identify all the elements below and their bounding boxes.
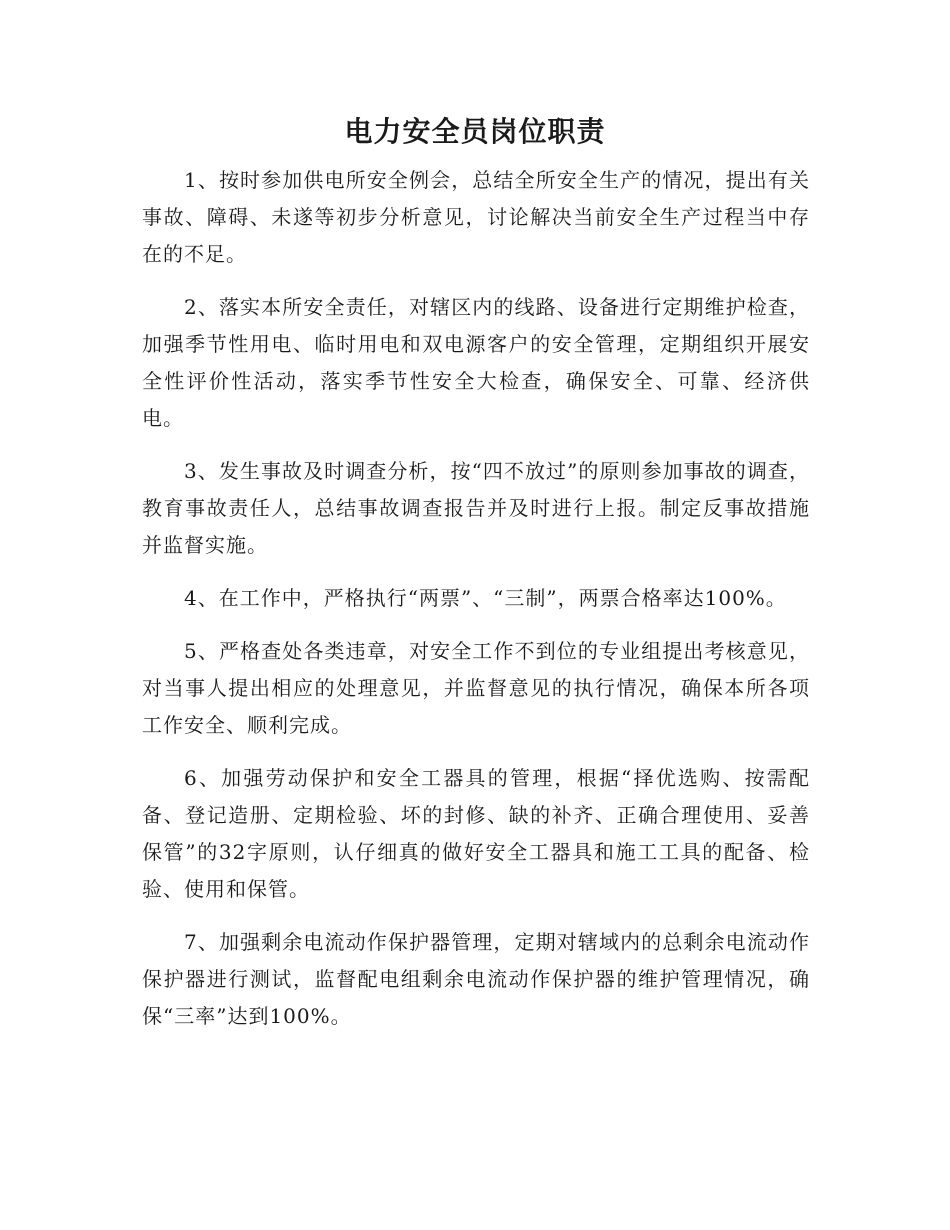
paragraph-5: 5、严格查处各类违章，对安全工作不到位的专业组提出考核意见，对当事人提出相应的处理意见，并监督意见的执行情况，确保本所各项工作安全、顺利完成。 [142, 639, 810, 737]
paragraph-4: 4、在工作中，严格执行“两票”、“三制”，两票合格率达100%。 [184, 586, 787, 610]
paragraph-6: 6、加强劳动保护和安全工器具的管理，根据“择优选购、按需配备、登记造册、定期检验、坏的封修、缺的补齐、正确合理使用、妥善保管”的32字原则，认仔细真的做好安全工器具和施工工具的配备、检验、使用和保管。 [142, 766, 810, 901]
paragraph-3: 3、发生事故及时调查分析，按“四不放过”的原则参加事故的调查，教育事故责任人，总结事故调查报告并及时进行上报。制定反事故措施并监督实施。 [142, 459, 810, 557]
paragraph-1: 1、按时参加供电所安全例会，总结全所安全生产的情况，提出有关事故、障碍、未遂等初步分析意见，讨论解决当前安全生产过程当中存在的不足。 [142, 168, 810, 266]
paragraph-2: 2、落实本所安全责任，对辖区内的线路、设备进行定期维护检查，加强季节性用电、临时用电和双电源客户的安全管理，定期组织开展安全性评价性活动，落实季节性安全大检查，确保安全、可靠、经济供电。 [142, 295, 810, 430]
document-body [142, 162, 810, 1051]
paragraph-7: 7、加强剩余电流动作保护器管理，定期对辖域内的总剩余电流动作保护器进行测试，监督配电组剩余电流动作保护器的维护管理情况，确保“三率”达到100%。 [142, 930, 810, 1028]
page-title: 电力安全员岗位职责 [344, 115, 606, 148]
